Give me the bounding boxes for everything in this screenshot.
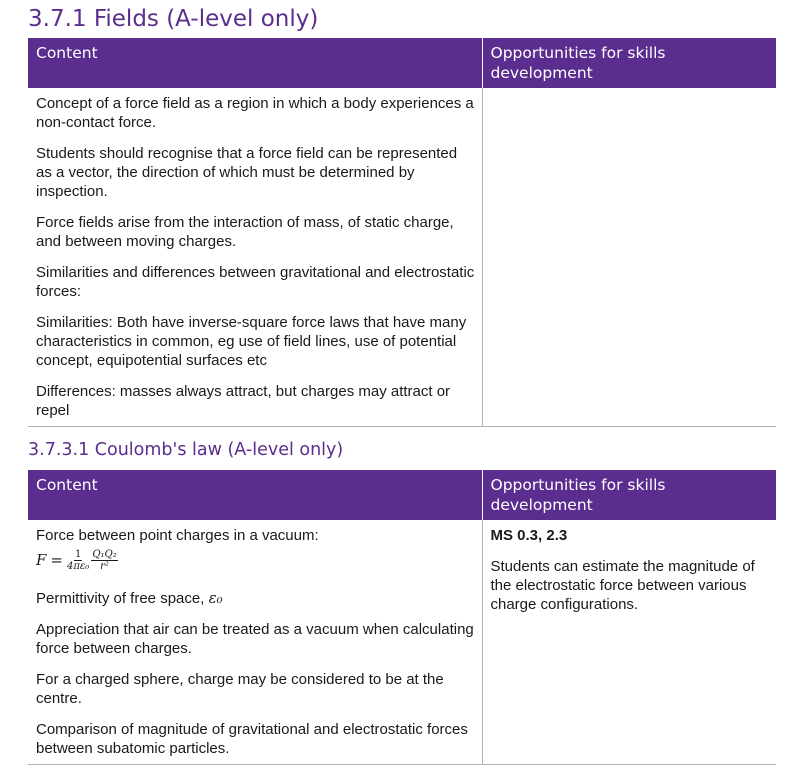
content-paragraph: Differences: masses always attract, but charges may attract or repel bbox=[36, 383, 451, 419]
content-column-header: Content bbox=[28, 470, 482, 520]
fraction-denominator: 4πε₀ bbox=[67, 560, 90, 572]
epsilon-zero-symbol: ε₀ bbox=[208, 589, 223, 607]
content-cell bbox=[28, 88, 482, 427]
content-paragraph: Students should recognise that a force field can be represented as a vector, the direction of which must be determined by inspection. bbox=[36, 145, 458, 200]
coulomb-formula bbox=[36, 547, 476, 573]
fraction-numerator: 1 bbox=[74, 548, 82, 560]
skills-reference: MS 0.3, 2.3 bbox=[490, 527, 568, 544]
content-paragraph: Appreciation that air can be treated as a vacuum when calculating force between charges. bbox=[36, 621, 474, 657]
formula-lhs: F bbox=[36, 550, 47, 569]
section-title-fields: 3.7.1 Fields (A-level only) bbox=[28, 6, 319, 32]
content-paragraph: Force between point charges in a vacuum: bbox=[36, 527, 319, 544]
content-paragraph bbox=[36, 589, 476, 608]
coulombs-law-table bbox=[28, 470, 776, 765]
formula-equals: = bbox=[50, 550, 63, 569]
content-paragraph: Comparison of magnitude of gravitational and electrostatic forces between subatomic particles. bbox=[36, 721, 468, 757]
content-column-header: Content bbox=[28, 38, 482, 88]
content-paragraph: Concept of a force field as a region in which a body experiences a non-contact force. bbox=[36, 95, 474, 131]
skills-cell bbox=[482, 88, 776, 427]
content-cell bbox=[28, 520, 482, 765]
fields-table bbox=[28, 38, 776, 427]
skills-paragraph: Students can estimate the magnitude of the electrostatic force between various charge configurations. bbox=[490, 558, 755, 613]
skills-cell bbox=[482, 520, 776, 765]
skills-column-header: Opportunities for skills development bbox=[482, 470, 776, 520]
permittivity-label: Permittivity of free space, bbox=[36, 590, 205, 607]
content-paragraph: Similarities: Both have inverse-square force laws that have many characteristics in common, eg use of field lines, use of potential concept, equipotential surfaces etc bbox=[36, 314, 467, 369]
content-paragraph: For a charged sphere, charge may be considered to be at the centre. bbox=[36, 671, 444, 707]
fraction-numerator: Q₁Q₂ bbox=[92, 548, 117, 560]
formula-fraction-charges bbox=[91, 549, 117, 572]
skills-column-header: Opportunities for skills development bbox=[482, 38, 776, 88]
section-title-coulombs-law: 3.7.3.1 Coulomb's law (A-level only) bbox=[28, 440, 344, 460]
fraction-denominator: r² bbox=[100, 560, 109, 572]
formula-fraction-constant bbox=[67, 549, 89, 572]
content-paragraph: Similarities and differences between gravitational and electrostatic forces: bbox=[36, 264, 475, 300]
content-paragraph: Force fields arise from the interaction of mass, of static charge, and between moving charges. bbox=[36, 214, 454, 250]
